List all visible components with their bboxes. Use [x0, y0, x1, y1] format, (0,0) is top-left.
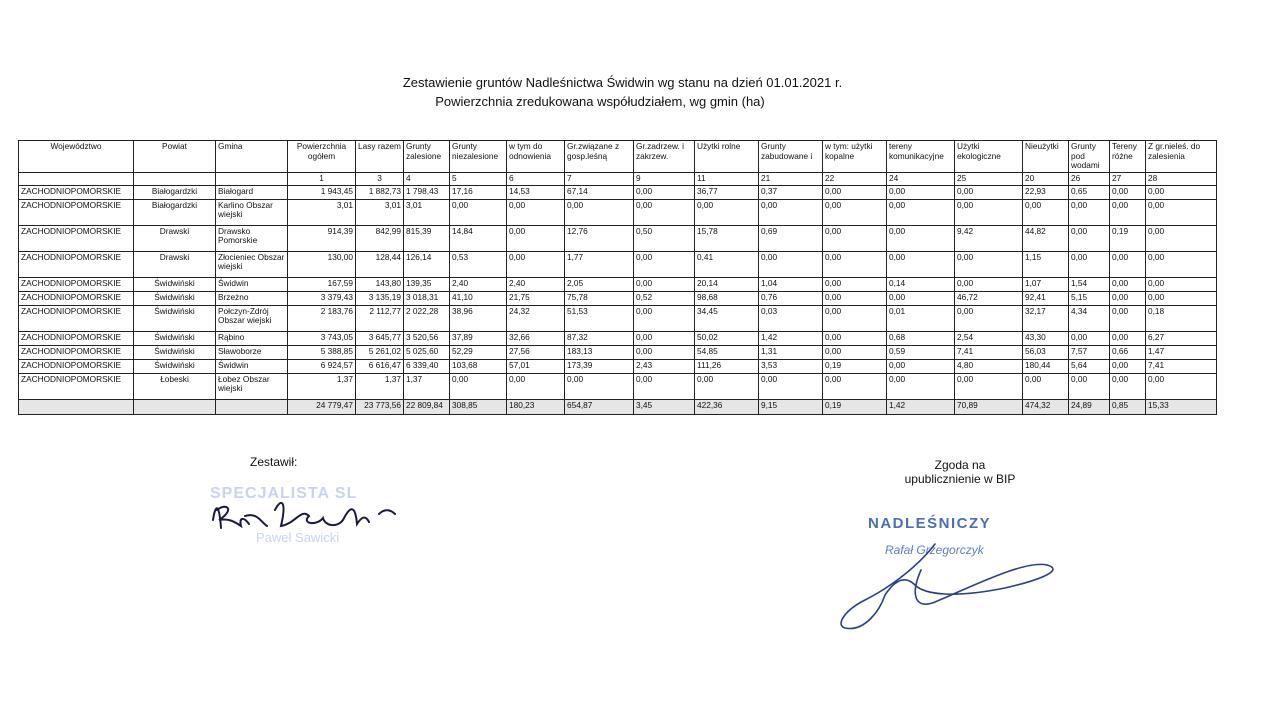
table-cell: 0,00	[887, 291, 955, 305]
total-cell: 474,32	[1023, 399, 1069, 414]
column-number: 4	[404, 172, 450, 185]
table-cell: 815,39	[404, 225, 450, 251]
table-cell: 0,00	[1110, 359, 1146, 373]
table-cell: 46,72	[955, 291, 1023, 305]
table-cell: 7,41	[1146, 359, 1217, 373]
table-cell: 0,18	[1146, 305, 1217, 331]
table-cell: Drawski	[134, 251, 216, 277]
table-row	[19, 199, 1217, 225]
table-cell: 1,47	[1146, 345, 1217, 359]
table-cell: 0,00	[1110, 251, 1146, 277]
table-cell: Świdwiński	[134, 277, 216, 291]
total-cell: 180,23	[507, 399, 565, 414]
table-cell: 126,14	[404, 251, 450, 277]
table-cell: ZACHODNIOPOMORSKIE	[19, 251, 134, 277]
table-cell: 6,27	[1146, 331, 1217, 345]
column-header: Gr.związane z gosp.leśną	[565, 141, 634, 173]
table-cell: 130,00	[288, 251, 356, 277]
table-cell: 0,00	[634, 345, 695, 359]
table-cell: 0,00	[634, 251, 695, 277]
table-cell: 0,00	[507, 251, 565, 277]
table-cell: 20,14	[695, 277, 759, 291]
table-cell: 0,53	[450, 251, 507, 277]
table-cell: 183,13	[565, 345, 634, 359]
forester-stamp-name: Rafał Grzegorczyk	[885, 543, 984, 557]
column-header: Grunty pod wodami	[1069, 141, 1110, 173]
table-cell: 37,89	[450, 331, 507, 345]
column-number: 22	[823, 172, 887, 185]
table-cell: 0,00	[1069, 199, 1110, 225]
table-cell: 0,14	[887, 277, 955, 291]
table-cell: 24,32	[507, 305, 565, 331]
column-number: 11	[695, 172, 759, 185]
table-cell: 43,30	[1023, 331, 1069, 345]
table-cell: 0,00	[1069, 331, 1110, 345]
table-row	[19, 291, 1217, 305]
column-header: Z gr.nieleś. do zalesienia	[1146, 141, 1217, 173]
land-table	[18, 140, 1217, 415]
table-row	[19, 251, 1217, 277]
table-cell: 1,37	[356, 373, 404, 399]
total-cell	[19, 399, 134, 414]
table-cell: 842,99	[356, 225, 404, 251]
column-header: Grunty zabudowane i	[759, 141, 823, 173]
table-cell: 0,00	[955, 277, 1023, 291]
table-cell: 0,00	[634, 373, 695, 399]
total-cell: 422,36	[695, 399, 759, 414]
table-cell: 6 339,40	[404, 359, 450, 373]
table-cell: 5 261,02	[356, 345, 404, 359]
table-cell: 87,32	[565, 331, 634, 345]
table-cell: Białogard	[216, 185, 288, 199]
table-cell: 1,37	[288, 373, 356, 399]
table-cell: 0,00	[1069, 251, 1110, 277]
specialist-stamp: SPECJALISTA SL	[210, 485, 358, 502]
bip-consent	[880, 458, 1040, 486]
table-cell: 54,85	[695, 345, 759, 359]
table-cell: 2 183,76	[288, 305, 356, 331]
table-cell: 0,00	[887, 251, 955, 277]
table-cell: 103,68	[450, 359, 507, 373]
table-cell: 0,00	[1023, 199, 1069, 225]
table-cell: 27,56	[507, 345, 565, 359]
table-cell: 17,16	[450, 185, 507, 199]
table-cell: 57,01	[507, 359, 565, 373]
table-cell: 36,77	[695, 185, 759, 199]
table-cell: 22,93	[1023, 185, 1069, 199]
column-header: Grunty zalesione	[404, 141, 450, 173]
table-cell: 92,41	[1023, 291, 1069, 305]
column-number: 21	[759, 172, 823, 185]
column-header: Gr.zadrzew. i zakrzew.	[634, 141, 695, 173]
table-cell: 2,40	[450, 277, 507, 291]
table-cell: ZACHODNIOPOMORSKIE	[19, 225, 134, 251]
table-cell: Drawski	[134, 225, 216, 251]
table-cell: 0,59	[887, 345, 955, 359]
table-cell: 2 022,28	[404, 305, 450, 331]
table-cell: 0,00	[634, 185, 695, 199]
table-row	[19, 331, 1217, 345]
table-cell: 0,03	[759, 305, 823, 331]
table-cell: 139,35	[404, 277, 450, 291]
table-cell: 5,64	[1069, 359, 1110, 373]
column-number: 6	[507, 172, 565, 185]
table-cell: 1 882,73	[356, 185, 404, 199]
table-cell: 2,43	[634, 359, 695, 373]
table-cell: 143,80	[356, 277, 404, 291]
table-cell: 3 018,31	[404, 291, 450, 305]
table-cell: 0,00	[507, 225, 565, 251]
table-cell: 1,54	[1069, 277, 1110, 291]
table-cell: 3 520,56	[404, 331, 450, 345]
table-cell: 0,00	[634, 199, 695, 225]
total-cell: 23 773,56	[356, 399, 404, 414]
table-cell: 0,76	[759, 291, 823, 305]
column-header: Województwo	[19, 141, 134, 173]
table-cell: 0,00	[823, 185, 887, 199]
table-cell: 12,76	[565, 225, 634, 251]
column-number	[19, 172, 134, 185]
table-cell: 0,00	[1146, 251, 1217, 277]
table-cell: 0,50	[634, 225, 695, 251]
table-cell: 5 388,85	[288, 345, 356, 359]
bip-consent-line1: Zgoda na	[934, 458, 986, 472]
column-number-row	[19, 172, 1217, 185]
column-number: 9	[634, 172, 695, 185]
table-cell: ZACHODNIOPOMORSKIE	[19, 199, 134, 225]
table-cell: 0,00	[955, 305, 1023, 331]
column-header: Powierzchnia ogółem	[288, 141, 356, 173]
table-cell: 44,82	[1023, 225, 1069, 251]
table-cell: 0,00	[1110, 291, 1146, 305]
table-cell: 0,00	[565, 373, 634, 399]
table-cell: 0,00	[695, 199, 759, 225]
table-cell: 2 112,77	[356, 305, 404, 331]
column-header: Gmina	[216, 141, 288, 173]
table-cell: 0,00	[634, 331, 695, 345]
table-cell: 0,00	[823, 225, 887, 251]
total-cell: 24 779,47	[288, 399, 356, 414]
table-cell: 5,15	[1069, 291, 1110, 305]
column-number	[216, 172, 288, 185]
table-cell: 3,01	[356, 199, 404, 225]
report-title: Zestawienie gruntów Nadleśnictwa Świdwin wg stanu na dzień 01.01.2021 r.	[402, 75, 843, 90]
table-cell: 0,19	[1110, 225, 1146, 251]
table-cell: 0,00	[1023, 373, 1069, 399]
table-cell: ZACHODNIOPOMORSKIE	[19, 291, 134, 305]
table-cell: ZACHODNIOPOMORSKIE	[19, 305, 134, 331]
table-cell: 0,00	[955, 199, 1023, 225]
column-number	[134, 172, 216, 185]
table-row	[19, 345, 1217, 359]
table-cell: 98,68	[695, 291, 759, 305]
table-cell: 0,00	[450, 373, 507, 399]
table-cell: 1,15	[1023, 251, 1069, 277]
column-number: 27	[1110, 172, 1146, 185]
table-cell: 0,52	[634, 291, 695, 305]
table-cell: 0,00	[695, 373, 759, 399]
table-cell: 0,00	[823, 251, 887, 277]
table-cell: 0,00	[1110, 277, 1146, 291]
table-cell: 0,19	[823, 359, 887, 373]
table-cell: 50,02	[695, 331, 759, 345]
table-cell: 0,00	[955, 185, 1023, 199]
table-cell: ZACHODNIOPOMORSKIE	[19, 185, 134, 199]
table-cell: Świdwiński	[134, 345, 216, 359]
column-header: tereny komunikacyjne	[887, 141, 955, 173]
table-cell: 111,26	[695, 359, 759, 373]
table-cell: ZACHODNIOPOMORSKIE	[19, 345, 134, 359]
table-cell: 0,00	[887, 359, 955, 373]
table-cell: 3,01	[404, 199, 450, 225]
table-cell: Złocieniec Obszar wiejski	[216, 251, 288, 277]
table-cell: 0,00	[955, 251, 1023, 277]
table-cell: 4,80	[955, 359, 1023, 373]
table-cell: 0,00	[1110, 305, 1146, 331]
table-cell: 1,07	[1023, 277, 1069, 291]
table-cell: ZACHODNIOPOMORSKIE	[19, 373, 134, 399]
total-cell: 654,87	[565, 399, 634, 414]
table-cell: Sławoborze	[216, 345, 288, 359]
column-header: w tym: użytki kopalne	[823, 141, 887, 173]
table-cell: 0,00	[634, 277, 695, 291]
table-cell: 1 943,45	[288, 185, 356, 199]
table-cell: 0,00	[1110, 373, 1146, 399]
total-cell: 0,19	[823, 399, 887, 414]
table-cell: Białogardzki	[134, 199, 216, 225]
table-cell: Łobeski	[134, 373, 216, 399]
table-cell: Świdwin	[216, 277, 288, 291]
column-header: w tym do odnowienia	[507, 141, 565, 173]
table-cell: 21,75	[507, 291, 565, 305]
table-cell: 5 025,60	[404, 345, 450, 359]
table-cell: 7,41	[955, 345, 1023, 359]
table-cell: 2,40	[507, 277, 565, 291]
table-cell: 0,37	[759, 185, 823, 199]
table-cell: Drawsko Pomorskie	[216, 225, 288, 251]
table-cell: ZACHODNIOPOMORSKIE	[19, 277, 134, 291]
report-subtitle: Powierzchnia zredukowana współudziałem, wg gmin (ha)	[435, 94, 765, 109]
table-cell: 3 645,77	[356, 331, 404, 345]
total-cell: 0,85	[1110, 399, 1146, 414]
table-cell: 0,00	[759, 199, 823, 225]
table-cell: 0,00	[507, 199, 565, 225]
handwritten-signature-left	[205, 488, 405, 548]
table-cell: 0,41	[695, 251, 759, 277]
table-cell: 14,53	[507, 185, 565, 199]
column-number: 20	[1023, 172, 1069, 185]
table-cell: 914,39	[288, 225, 356, 251]
table-cell: Świdwiński	[134, 305, 216, 331]
table-cell: 128,44	[356, 251, 404, 277]
table-cell: 1,04	[759, 277, 823, 291]
table-cell: 3 379,43	[288, 291, 356, 305]
table-row	[19, 185, 1217, 199]
table-cell: 0,00	[565, 199, 634, 225]
total-cell	[216, 399, 288, 414]
table-cell: 1,77	[565, 251, 634, 277]
table-cell: 0,00	[823, 373, 887, 399]
table-cell: 0,00	[887, 373, 955, 399]
column-header: Użytki ekologiczne	[955, 141, 1023, 173]
table-cell: 180,44	[1023, 359, 1069, 373]
table-cell: 3 743,05	[288, 331, 356, 345]
column-number: 28	[1146, 172, 1217, 185]
table-cell: 0,00	[507, 373, 565, 399]
table-cell: 3 135,19	[356, 291, 404, 305]
column-header: Tereny różne	[1110, 141, 1146, 173]
table-cell: 0,00	[1146, 291, 1217, 305]
table-cell: 0,00	[1146, 185, 1217, 199]
column-number: 24	[887, 172, 955, 185]
table-cell: 173,39	[565, 359, 634, 373]
table-cell: 167,59	[288, 277, 356, 291]
table-cell: 0,00	[1146, 199, 1217, 225]
table-cell: 1,42	[759, 331, 823, 345]
table-cell: 34,45	[695, 305, 759, 331]
table-cell: Świdwiński	[134, 359, 216, 373]
table-cell: 75,78	[565, 291, 634, 305]
table-cell: 0,00	[1110, 331, 1146, 345]
column-header: Nieużytki	[1023, 141, 1069, 173]
compiled-by-label: Zestawił:	[250, 455, 298, 469]
table-cell: Połczyn-Zdrój Obszar wiejski	[216, 305, 288, 331]
total-cell: 308,85	[450, 399, 507, 414]
table-cell: 0,00	[634, 305, 695, 331]
total-cell	[134, 399, 216, 414]
table-cell: 0,00	[450, 199, 507, 225]
table-cell: 0,00	[823, 331, 887, 345]
table-cell: 0,00	[1146, 277, 1217, 291]
table-cell: 51,53	[565, 305, 634, 331]
table-cell: 2,54	[955, 331, 1023, 345]
table-cell: 1,37	[404, 373, 450, 399]
table-cell: 4,34	[1069, 305, 1110, 331]
table-cell: 0,00	[887, 185, 955, 199]
column-number: 1	[288, 172, 356, 185]
table-row	[19, 225, 1217, 251]
table-cell: Karlino Obszar wiejski	[216, 199, 288, 225]
total-cell: 22 809,84	[404, 399, 450, 414]
table-row	[19, 305, 1217, 331]
column-header: Powiat	[134, 141, 216, 173]
table-cell: 56,03	[1023, 345, 1069, 359]
table-cell: 0,66	[1110, 345, 1146, 359]
header-row	[19, 141, 1217, 173]
column-number: 3	[356, 172, 404, 185]
table-cell: 41,10	[450, 291, 507, 305]
table-cell: 3,53	[759, 359, 823, 373]
table-row	[19, 373, 1217, 399]
table-cell: 0,00	[823, 199, 887, 225]
table-cell: 0,00	[759, 251, 823, 277]
table-cell: 9,42	[955, 225, 1023, 251]
table-cell: Świdwiński	[134, 331, 216, 345]
column-number: 5	[450, 172, 507, 185]
table-cell: 32,17	[1023, 305, 1069, 331]
total-row	[19, 399, 1217, 414]
table-cell: 0,00	[1110, 199, 1146, 225]
table-cell: 0,69	[759, 225, 823, 251]
table-cell: 1 798,43	[404, 185, 450, 199]
total-cell: 24,89	[1069, 399, 1110, 414]
table-cell: 0,65	[1069, 185, 1110, 199]
column-header: Lasy razem	[356, 141, 404, 173]
table-cell: Świdwiński	[134, 291, 216, 305]
table-cell: 0,00	[1110, 185, 1146, 199]
column-header: Użytki rolne	[695, 141, 759, 173]
handwritten-signature-right	[825, 540, 1075, 635]
table-cell: 0,00	[1146, 225, 1217, 251]
table-cell: 1,31	[759, 345, 823, 359]
table-cell: 0,00	[887, 199, 955, 225]
table-cell: 6 924,57	[288, 359, 356, 373]
table-cell: Łobez Obszar wiejski	[216, 373, 288, 399]
total-cell: 70,89	[955, 399, 1023, 414]
column-number: 25	[955, 172, 1023, 185]
table-cell: 0,00	[1069, 373, 1110, 399]
column-number: 26	[1069, 172, 1110, 185]
table-cell: Brzeżno	[216, 291, 288, 305]
table-cell: ZACHODNIOPOMORSKIE	[19, 359, 134, 373]
table-cell: 52,29	[450, 345, 507, 359]
table-cell: 0,68	[887, 331, 955, 345]
specialist-stamp-name: Paweł Sawicki	[256, 530, 340, 545]
table-cell: Rąbino	[216, 331, 288, 345]
table-cell: ZACHODNIOPOMORSKIE	[19, 331, 134, 345]
table-cell: 0,00	[823, 291, 887, 305]
table-cell: 15,78	[695, 225, 759, 251]
table-cell: Świdwin	[216, 359, 288, 373]
bip-consent-line2: upublicznienie w BIP	[904, 472, 1016, 486]
table-cell: 0,00	[823, 345, 887, 359]
table-cell: 0,01	[887, 305, 955, 331]
total-cell: 3,45	[634, 399, 695, 414]
table-cell: 0,00	[1069, 225, 1110, 251]
total-cell: 15,33	[1146, 399, 1217, 414]
total-cell: 9,15	[759, 399, 823, 414]
table-cell: 0,00	[887, 225, 955, 251]
table-cell: 38,96	[450, 305, 507, 331]
table-cell: Białogardzki	[134, 185, 216, 199]
table-cell: 6 616,47	[356, 359, 404, 373]
table-cell: 0,00	[823, 305, 887, 331]
total-cell: 1,42	[887, 399, 955, 414]
column-header: Grunty niezalesione	[450, 141, 507, 173]
table-cell: 2,05	[565, 277, 634, 291]
table-cell: 0,00	[955, 373, 1023, 399]
table-cell: 3,01	[288, 199, 356, 225]
table-row	[19, 277, 1217, 291]
forester-stamp-title: NADLEŚNICZY	[868, 515, 992, 532]
table-cell: 0,00	[1146, 373, 1217, 399]
column-number: 7	[565, 172, 634, 185]
table-cell: 32,66	[507, 331, 565, 345]
table-row	[19, 359, 1217, 373]
table-cell: 0,00	[823, 277, 887, 291]
table-cell: 67,14	[565, 185, 634, 199]
table-cell: 7,57	[1069, 345, 1110, 359]
table-cell: 0,00	[759, 373, 823, 399]
table-cell: 14,84	[450, 225, 507, 251]
